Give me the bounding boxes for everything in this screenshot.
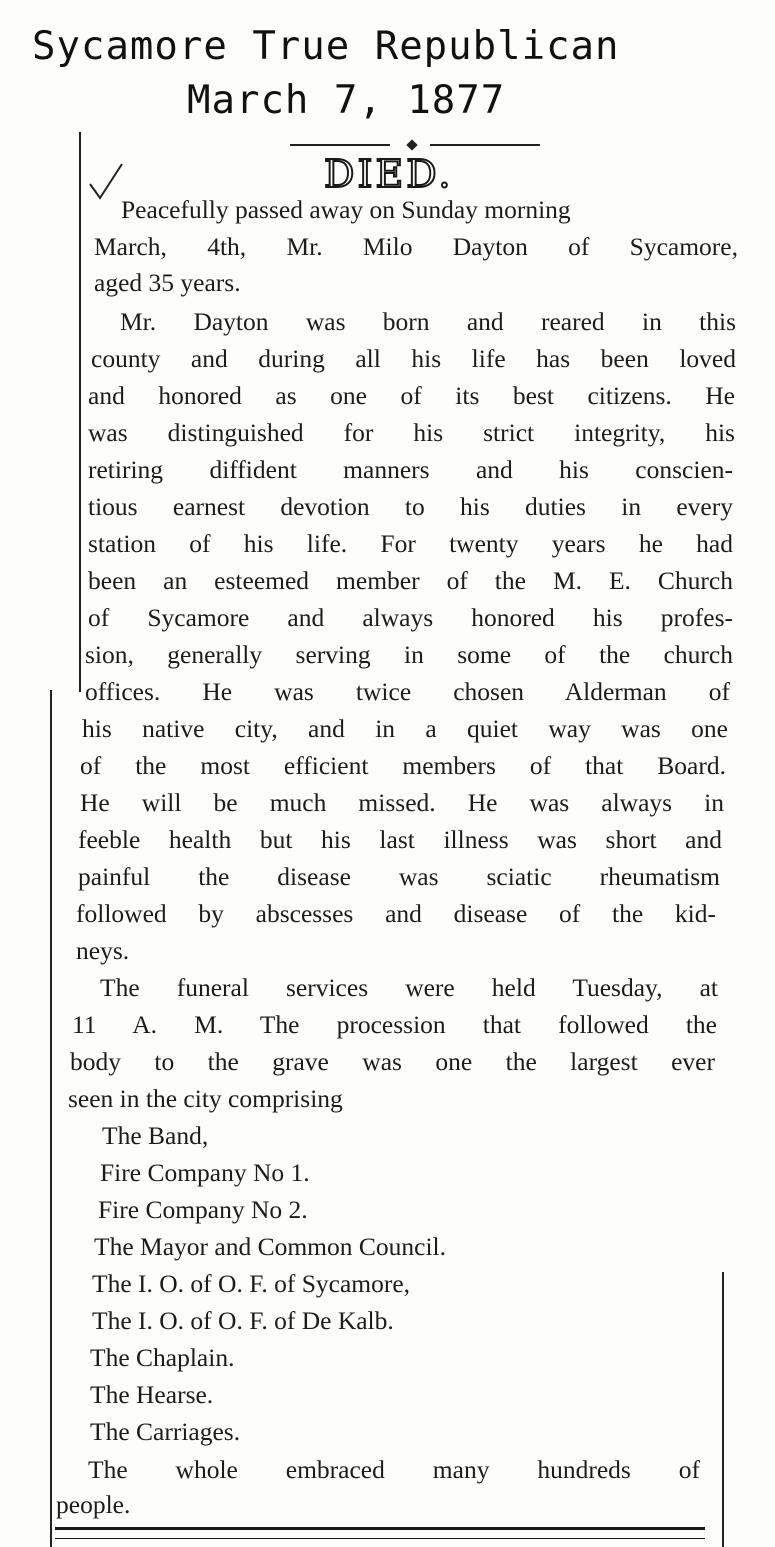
article-line: and honored as one of its best citizens. He xyxy=(88,381,735,410)
section-heading: DIED. xyxy=(324,152,454,196)
article-line: seen in the city comprising xyxy=(68,1084,343,1113)
article-line: Mr. Dayton was born and reared in this xyxy=(120,307,736,336)
article-line: station of his life. For twenty years he had xyxy=(88,529,733,558)
article-line: of Sycamore and always honored his profes- xyxy=(88,603,733,632)
clipping-right-border xyxy=(722,1272,724,1547)
article-line: people. xyxy=(56,1490,131,1519)
procession-item: The Carriages. xyxy=(90,1417,241,1446)
article-line: his native city, and in a quiet way was one xyxy=(82,714,728,743)
procession-item: The I. O. of O. F. of De Kalb. xyxy=(92,1306,394,1335)
article-line: tious earnest devotion to his duties in every xyxy=(88,492,733,521)
clipping-left-border-upper xyxy=(79,132,81,692)
procession-item: The Chaplain. xyxy=(90,1343,235,1372)
clipping-left-border-lower xyxy=(50,690,52,1547)
bottom-rule-thin xyxy=(55,1538,705,1539)
article-line: was distinguished for his strict integrity, his xyxy=(88,418,735,447)
article-line: aged 35 years. xyxy=(94,268,241,297)
article-line: March, 4th, Mr. Milo Dayton of Sycamore, xyxy=(94,232,738,261)
article-line: sion, generally serving in some of the church xyxy=(85,640,733,669)
article-line: been an esteemed member of the M. E. Church xyxy=(88,566,733,595)
article-line: 11 A. M. The procession that followed the xyxy=(72,1010,717,1039)
check-mark-icon xyxy=(88,162,124,202)
article-line: Peacefully passed away on Sunday morning xyxy=(121,195,571,224)
article-line: feeble health but his last illness was short and xyxy=(78,825,722,854)
procession-item: The Hearse. xyxy=(90,1380,214,1409)
procession-item: Fire Company No 2. xyxy=(98,1195,308,1224)
procession-item: The Band, xyxy=(102,1121,209,1150)
article-line: The whole embraced many hundreds of xyxy=(88,1455,700,1484)
article-line: painful the disease was sciatic rheumatism xyxy=(78,862,720,891)
procession-item: The I. O. of O. F. of Sycamore, xyxy=(92,1269,411,1298)
article-line: retiring diffident manners and his conscien- xyxy=(88,455,733,484)
publication-date: March 7, 1877 xyxy=(187,78,506,123)
article-line: The funeral services were held Tuesday, at xyxy=(100,973,718,1002)
publication-title: Sycamore True Republican xyxy=(32,24,620,69)
heading-ornament xyxy=(290,141,540,149)
article-line: neys. xyxy=(76,936,130,965)
procession-item: Fire Company No 1. xyxy=(100,1158,310,1187)
bottom-rule xyxy=(55,1527,705,1530)
article-line: followed by abscesses and disease of the kid- xyxy=(76,899,716,928)
article-line: He will be much missed. He was always in xyxy=(80,788,724,817)
article-line: body to the grave was one the largest ever xyxy=(70,1047,715,1076)
article-line: county and during all his life has been loved xyxy=(91,344,736,373)
article-line: of the most efficient members of that Board. xyxy=(80,751,726,780)
article-line: offices. He was twice chosen Alderman of xyxy=(85,677,730,706)
procession-item: The Mayor and Common Council. xyxy=(94,1232,446,1261)
